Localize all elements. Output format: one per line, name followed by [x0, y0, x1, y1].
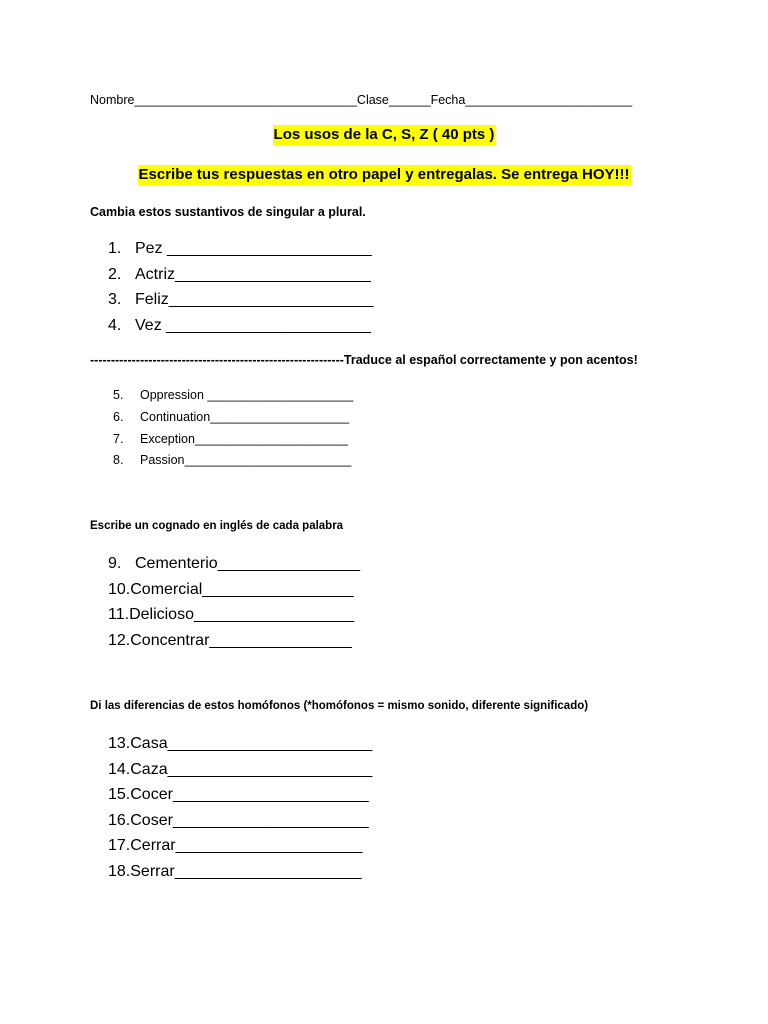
item-text: Serrar_____________________	[130, 862, 362, 880]
list-item	[108, 833, 372, 859]
item-text: Cerrar_____________________	[130, 837, 363, 854]
worksheet-subtitle: Escribe tus respuestas en otro papel y entregalas. Se entrega HOY!!!	[138, 166, 630, 183]
item-text: Passion________________________	[140, 453, 352, 468]
item-number: 9.	[108, 555, 122, 572]
worksheet-subtitle-wrap	[0, 165, 768, 185]
section3-list	[108, 551, 360, 653]
section3-instruction: Escribe un cognado en inglés de cada palabra	[90, 520, 344, 532]
list-item	[108, 577, 360, 603]
list-item	[108, 731, 372, 757]
section4-instruction: Di las diferencias de estos homófonos (*homófonos = mismo sonido, diferente significado)	[90, 700, 589, 712]
item-text: Actriz______________________	[135, 265, 371, 283]
list-item	[108, 287, 373, 313]
item-text: Feliz_______________________	[135, 291, 374, 308]
section1-instruction: Cambia estos sustantivos de singular a plural.	[90, 205, 366, 219]
item-text: Vez _______________________	[135, 316, 371, 334]
item-text: Oppression _____________________	[140, 388, 354, 402]
item-text: Casa_______________________	[130, 735, 373, 752]
item-text: Comercial_________________	[130, 580, 354, 598]
student-info-line: Nombre________________________________Clase______Fecha________________________	[90, 93, 633, 107]
list-item	[108, 262, 373, 288]
item-number: 10.	[108, 580, 131, 598]
item-number: 3.	[108, 291, 122, 308]
item-number: 16.	[108, 811, 131, 829]
item-number: 14.	[108, 760, 131, 778]
item-text: Concentrar________________	[130, 631, 352, 649]
item-text: Caza_______________________	[130, 760, 373, 778]
list-item	[108, 385, 353, 407]
item-number: 12.	[108, 631, 131, 649]
item-number: 8.	[113, 453, 124, 468]
item-number: 7.	[113, 431, 124, 446]
item-text: Coser______________________	[130, 811, 369, 829]
list-item	[108, 859, 372, 885]
worksheet-title: Los usos de la C, S, Z ( 40 pts )	[273, 126, 495, 143]
list-item	[108, 808, 372, 834]
section2-list	[108, 385, 353, 472]
worksheet-title-wrap	[0, 125, 768, 145]
section1-list	[108, 236, 373, 338]
section2-instruction: -------------------------------------------------------------Traduce al español correctamente y pon acentos!	[90, 353, 638, 367]
list-item	[108, 236, 373, 262]
item-number: 1.	[108, 240, 122, 257]
list-item	[108, 757, 372, 783]
item-number: 15.	[108, 786, 131, 803]
item-number: 13.	[108, 735, 131, 752]
item-text: Cementerio________________	[135, 555, 361, 572]
item-text: Cocer______________________	[130, 786, 369, 803]
item-number: 18.	[108, 862, 131, 880]
item-number: 11.	[108, 606, 130, 623]
list-item	[108, 407, 353, 429]
item-text: Delicioso__________________	[129, 606, 355, 623]
item-text: Pez _______________________	[135, 240, 372, 257]
list-item	[108, 782, 372, 808]
item-number: 17.	[108, 837, 131, 854]
section4-list	[108, 731, 372, 884]
list-item	[108, 551, 360, 577]
list-item	[108, 450, 353, 472]
list-item	[108, 602, 360, 628]
item-text: Exception______________________	[140, 431, 348, 446]
item-number: 2.	[108, 265, 122, 283]
item-text: Continuation____________________	[140, 409, 350, 424]
item-number: 6.	[113, 409, 124, 424]
item-number: 4.	[108, 316, 122, 334]
list-item	[108, 313, 373, 339]
list-item	[108, 628, 360, 654]
item-number: 5.	[113, 388, 124, 402]
list-item	[108, 429, 353, 451]
